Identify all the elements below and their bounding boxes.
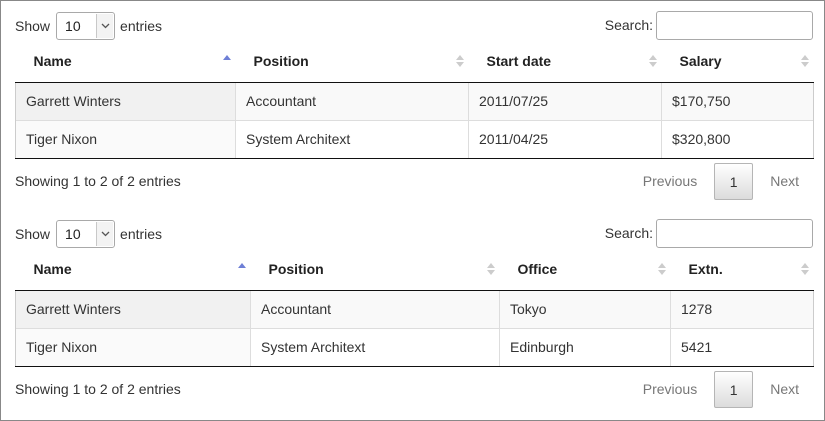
entries-per-page-value: 10 <box>65 18 81 34</box>
entries-label: entries <box>120 226 163 242</box>
table-cell: Tokyo <box>500 290 671 328</box>
column-header-position[interactable] <box>251 249 500 290</box>
column-header-label: Position <box>253 53 309 70</box>
table-cell: $170,750 <box>662 82 814 120</box>
search-label: Search: <box>604 17 653 33</box>
page-1-button[interactable]: 1 <box>714 371 753 408</box>
table-cell: Tiger Nixon <box>16 120 236 158</box>
sort-both-icon <box>657 261 667 277</box>
table-row <box>16 328 814 366</box>
column-header-name[interactable] <box>16 249 251 290</box>
sort-both-icon <box>800 261 810 277</box>
column-header-label: Salary <box>679 53 722 70</box>
table-cell: Accountant <box>236 82 469 120</box>
column-header-label: Position <box>268 261 324 278</box>
table-info: Showing 1 to 2 of 2 entries <box>15 380 181 397</box>
pagination <box>629 371 813 408</box>
sort-both-icon <box>455 53 465 69</box>
column-header-label: Name <box>33 261 72 278</box>
search-control <box>605 218 813 248</box>
page-1-button[interactable]: 1 <box>714 163 753 200</box>
column-header-label: Start date <box>486 53 552 70</box>
column-header-office[interactable] <box>500 249 671 290</box>
table-cell: 2011/04/25 <box>469 120 662 158</box>
column-header-label: Extn. <box>688 261 723 278</box>
table-header-row <box>16 249 814 290</box>
column-header-start-date[interactable] <box>469 41 662 82</box>
previous-button[interactable]: Previous <box>642 380 698 397</box>
table-header-row <box>16 41 814 82</box>
column-header-salary[interactable] <box>662 41 814 82</box>
sort-asc-icon <box>237 261 247 277</box>
column-header-label: Name <box>33 53 72 70</box>
chevron-down-icon[interactable] <box>96 14 113 38</box>
table-cell: Accountant <box>251 290 500 328</box>
table-row <box>16 120 814 158</box>
table-cell: Garrett Winters <box>16 290 251 328</box>
datatable-2 <box>15 218 813 411</box>
search-label: Search: <box>604 225 653 241</box>
sort-asc-icon <box>222 53 232 69</box>
column-header-name[interactable] <box>16 41 236 82</box>
table-cell: Garrett Winters <box>16 82 236 120</box>
show-label: Show <box>15 18 51 34</box>
table-footer <box>15 367 813 411</box>
next-button[interactable]: Next <box>770 380 799 397</box>
table-cell: Tiger Nixon <box>16 328 251 366</box>
entries-label: entries <box>120 18 163 34</box>
sort-both-icon <box>486 261 496 277</box>
table-controls <box>15 218 813 249</box>
chevron-down-icon[interactable] <box>96 222 113 246</box>
table-cell: $320,800 <box>662 120 814 158</box>
sort-both-icon <box>648 53 658 69</box>
pagination <box>629 163 813 200</box>
entries-per-page-select[interactable] <box>56 12 115 40</box>
table-controls <box>15 10 813 41</box>
table-info: Showing 1 to 2 of 2 entries <box>15 172 181 189</box>
table-footer <box>15 159 813 203</box>
next-button[interactable]: Next <box>770 172 799 189</box>
data-table <box>15 41 814 159</box>
search-control <box>605 10 813 40</box>
datatable-1 <box>15 10 813 203</box>
table-cell: System Architext <box>236 120 469 158</box>
entries-per-page-select[interactable] <box>56 220 115 248</box>
search-input[interactable] <box>656 219 813 248</box>
column-header-extn[interactable] <box>671 249 814 290</box>
previous-button[interactable]: Previous <box>642 172 698 189</box>
table-cell: System Architext <box>251 328 500 366</box>
entries-length-control <box>15 12 162 40</box>
table-cell: 5421 <box>671 328 814 366</box>
column-header-label: Office <box>517 261 558 278</box>
table-row <box>16 82 814 120</box>
table-cell: Edinburgh <box>500 328 671 366</box>
sort-both-icon <box>800 53 810 69</box>
column-header-position[interactable] <box>236 41 469 82</box>
table-row <box>16 290 814 328</box>
search-input[interactable] <box>656 11 813 40</box>
entries-per-page-value: 10 <box>65 226 81 242</box>
data-table <box>15 249 814 367</box>
entries-length-control <box>15 220 162 248</box>
table-cell: 1278 <box>671 290 814 328</box>
show-label: Show <box>15 226 51 242</box>
table-cell: 2011/07/25 <box>469 82 662 120</box>
